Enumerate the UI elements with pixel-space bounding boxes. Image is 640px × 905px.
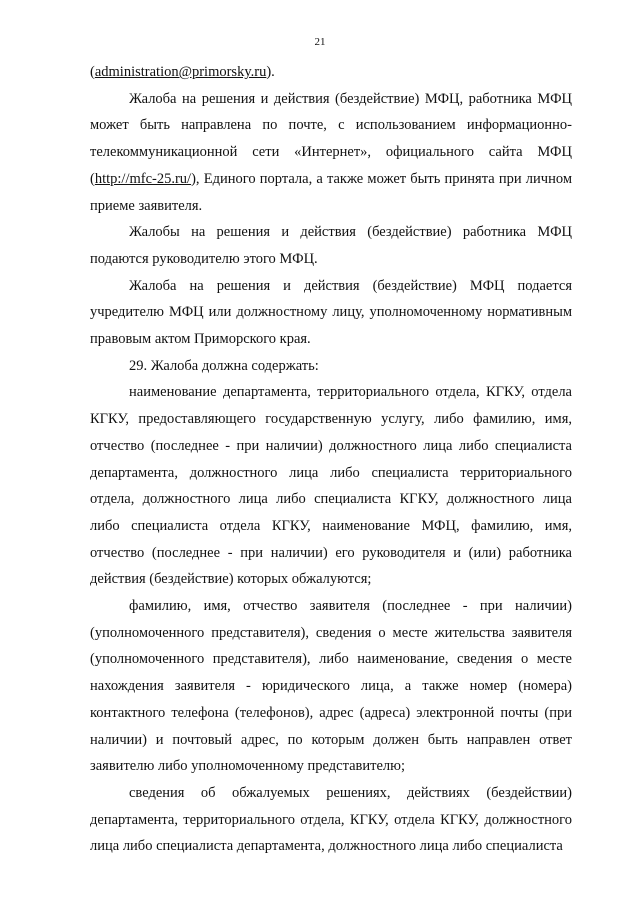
text-fragment: ( bbox=[90, 64, 95, 80]
paragraph-item-decisions: сведения об обжалуемых решениях, действиях (бездействии) департамента, территориального отдела, КГКУ, отдела КГКУ, должностного лица либо специалиста департамента, должностного лица либо специалиста bbox=[90, 784, 572, 855]
paragraph-clause-29: 29. Жалоба должна содержать: bbox=[129, 357, 319, 374]
paragraph-complaints-to-head: Жалобы на решения и действия (бездействие) работника МФЦ подаются руководителю этого МФЦ. bbox=[90, 224, 572, 267]
document-body bbox=[90, 59, 572, 860]
mfc-website-link[interactable]: http://mfc-25.ru/ bbox=[94, 170, 192, 187]
page-number: 21 bbox=[314, 36, 326, 48]
text-fragment: Жалоба на решения и действия (бездействие) МФЦ, работника МФЦ может быть направлена по почте, с использованием информационно-телекоммуникационной сети «Интернет», официального сайта МФЦ ( bbox=[90, 90, 572, 187]
paragraph-complaint-channels bbox=[90, 86, 572, 220]
email-link[interactable]: administration@primorsky.ru bbox=[94, 64, 267, 80]
text-fragment: ). bbox=[266, 64, 275, 80]
paragraph-email-continuation bbox=[90, 59, 572, 86]
paragraph-item-applicant: фамилию, имя, отчество заявителя (последнее - при наличии) (уполномоченного представителя), сведения о месте жительства заявителя (уполномоченного представителя), либо наименование, сведения о месте нахождения заявителя - юридического лица, а также номер (номера) контактного телефона (телефонов), адрес (адреса) электронной почты (при наличии) и почтовый адрес, по которым должен быть направлен ответ заявителю либо уполномоченному представителю; bbox=[90, 598, 572, 775]
paragraph-complaint-to-founder: Жалоба на решения и действия (бездействие) МФЦ подается учредителю МФЦ или должностному лицу, уполномоченному нормативным правовым актом Приморского края. bbox=[90, 277, 572, 348]
text-fragment: ), Единого портала, а также может быть принята при личном приеме заявителя. bbox=[90, 170, 572, 214]
paragraph-item-names: наименование департамента, территориального отдела, КГКУ, отдела КГКУ, предоставляющего государственную услугу, либо фамилию, имя, отчество (последнее - при наличии) должностного лица либо специалиста департамента, должностного лица либо специалиста территориального отдела, должностного лица либо специалиста КГКУ, должностного лица либо специалиста отдела КГКУ, наименование МФЦ, фамилию, имя, отчество (последнее - при наличии) его руководителя и (или) работника действия (бездействие) которых обжалуются; bbox=[90, 384, 572, 588]
